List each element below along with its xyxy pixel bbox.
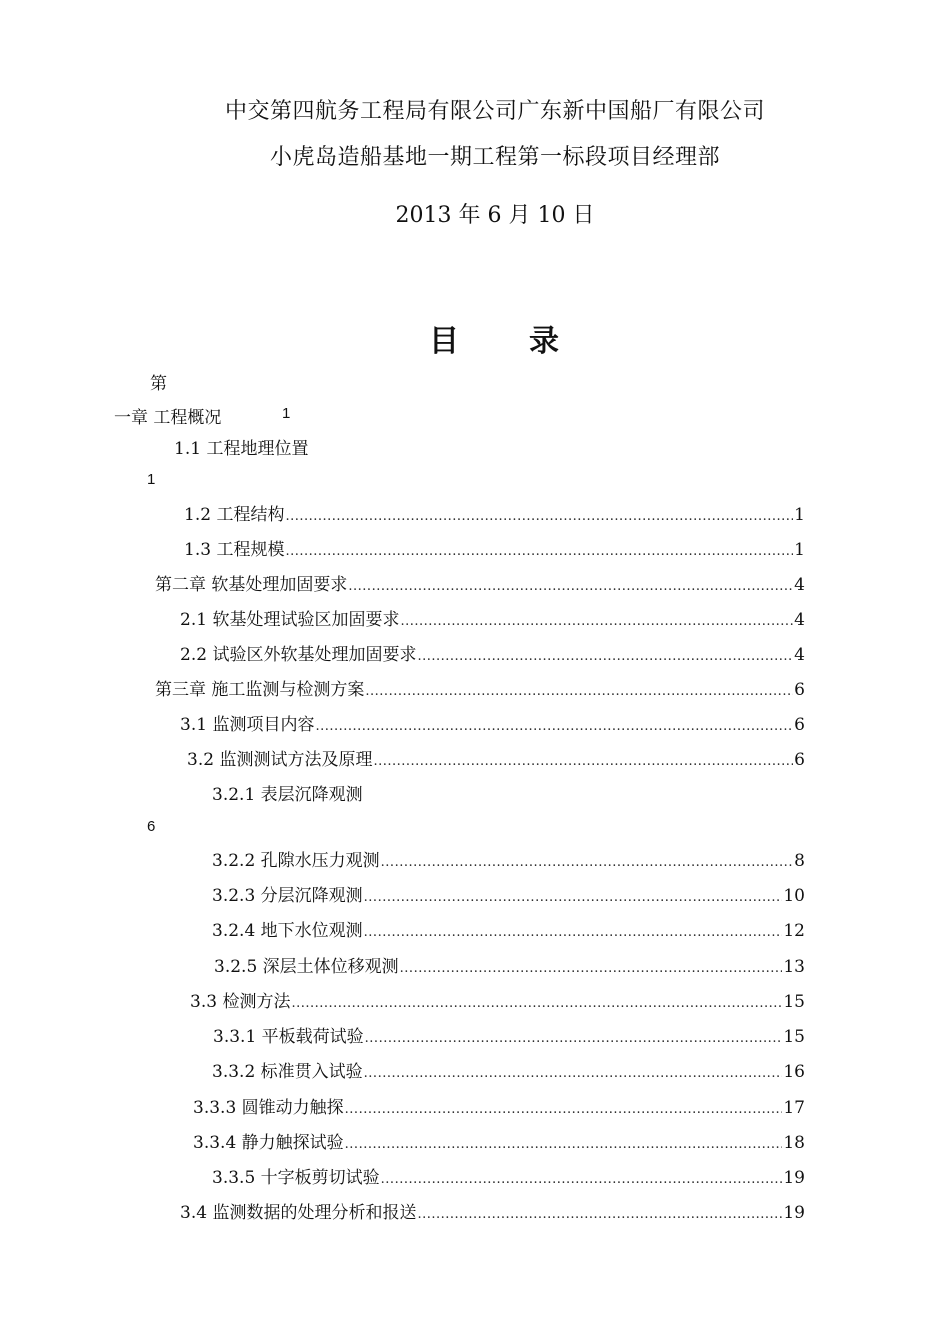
toc-entry-label: 3.3 检测方法 [190,992,291,1012]
toc-entry-label: 3.3.5 十字板剪切试验 [212,1168,380,1188]
toc-entry-page: 19 [783,1168,805,1188]
toc-entry-page: 4 [794,575,805,595]
company-line-2: 小虎岛造船基地一期工程第一标段项目经理部 [269,145,720,170]
toc-entry-label: 3.3.1 平板载荷试验 [213,1027,364,1047]
toc-leader-dots [381,855,794,870]
toc-entry-page: 4 [794,645,805,665]
toc-chapter-1-label: 一章 工程概况 [114,408,222,428]
toc-entry-label: 3.2.3 分层沉降观测 [212,886,363,906]
toc-entry[interactable] [155,675,805,699]
toc-entry[interactable] [190,987,805,1011]
toc-entry-page: 6 [794,715,805,735]
toc-leader-dots [345,1137,783,1152]
toc-entry[interactable] [212,846,805,870]
toc-entry-page: 19 [783,1203,805,1223]
toc-section-3-2-1-label: 3.2.1 表层沉降观测 [212,785,363,805]
toc-entry-page: 4 [794,610,805,630]
toc-leader-dots [400,961,783,976]
toc-entry[interactable] [184,535,805,559]
toc-entry-page: 12 [783,921,805,941]
toc-entry-label: 3.1 监测项目内容 [180,715,315,735]
toc-entry-label: 3.2.4 地下水位观测 [212,921,363,941]
toc-section-1-1-page: 1 [147,471,156,488]
toc-entry-label: 3.2.2 孔隙水压力观测 [212,851,380,871]
toc-leader-dots [285,544,793,559]
toc-entry-page: 6 [794,750,805,770]
toc-leader-dots [291,996,782,1011]
toc-leader-dots [315,719,793,734]
toc-section-1-1-label: 1.1 工程地理位置 [174,439,309,459]
toc-entry-label: 2.1 软基处理试验区加固要求 [180,610,400,630]
toc-entry[interactable] [212,881,805,905]
toc-entry[interactable] [214,952,805,976]
toc-entry[interactable] [180,640,805,664]
toc-leader-dots [364,925,783,940]
toc-entry[interactable] [212,1057,805,1081]
toc-entry-page: 8 [794,851,805,871]
toc-entry[interactable] [184,500,805,524]
toc-leader-dots [417,649,793,664]
toc-entry[interactable] [180,1198,805,1222]
toc-entry[interactable] [155,570,805,594]
toc-entry-label: 第三章 施工监测与检测方案 [155,680,365,700]
toc-entry-page: 15 [783,992,805,1012]
toc-entry-label: 3.3.2 标准贯入试验 [212,1062,363,1082]
toc-chapter-1-page: 1 [282,405,291,422]
toc-entry[interactable] [187,745,805,769]
toc-entry-page: 13 [783,957,805,977]
toc-entry-label: 3.2.5 深层土体位移观测 [214,957,399,977]
toc-section-3-2-1-page: 6 [147,818,156,835]
toc-leader-dots [345,1102,783,1117]
toc-title: 目录 [429,324,629,359]
toc-entry[interactable] [193,1128,805,1152]
toc-leader-dots [285,509,793,524]
toc-entry-page: 17 [783,1098,805,1118]
toc-entry-page: 6 [794,680,805,700]
toc-entry-label: 1.3 工程规模 [184,540,285,560]
toc-entry-label: 3.3.3 圆锥动力触探 [193,1098,344,1118]
toc-chapter-1-fragment: 第 [150,374,167,394]
toc-entry-label: 1.2 工程结构 [184,505,285,525]
toc-leader-dots [381,1172,783,1187]
toc-entry-page: 16 [783,1062,805,1082]
toc-leader-dots [364,890,783,905]
toc-entry[interactable] [180,710,805,734]
toc-leader-dots [365,684,793,699]
toc-leader-dots [400,614,793,629]
toc-entry-label: 第二章 软基处理加固要求 [155,575,348,595]
toc-entry[interactable] [193,1093,805,1117]
toc-entry-label: 3.4 监测数据的处理分析和报送 [180,1203,417,1223]
toc-leader-dots [373,754,793,769]
toc-entry[interactable] [212,916,805,940]
toc-entry-page: 10 [783,886,805,906]
toc-entry-page: 1 [794,540,805,560]
toc-entry[interactable] [212,1163,805,1187]
toc-entry-label: 2.2 试验区外软基处理加固要求 [180,645,417,665]
toc-entry-label: 3.2 监测测试方法及原理 [187,750,373,770]
toc-entry[interactable] [213,1022,805,1046]
company-line-1: 中交第四航务工程局有限公司广东新中国船厂有限公司 [224,99,765,124]
toc-entry-page: 1 [794,505,805,525]
toc-leader-dots [365,1031,783,1046]
toc-entry-label: 3.3.4 静力触探试验 [193,1133,344,1153]
toc-entry-page: 18 [783,1133,805,1153]
toc-leader-dots [417,1207,782,1222]
document-date: 2013 年 6 月 10 日 [395,203,595,228]
toc-leader-dots [348,579,793,594]
toc-entry-page: 15 [783,1027,805,1047]
toc-entry[interactable] [180,605,805,629]
toc-leader-dots [364,1066,783,1081]
